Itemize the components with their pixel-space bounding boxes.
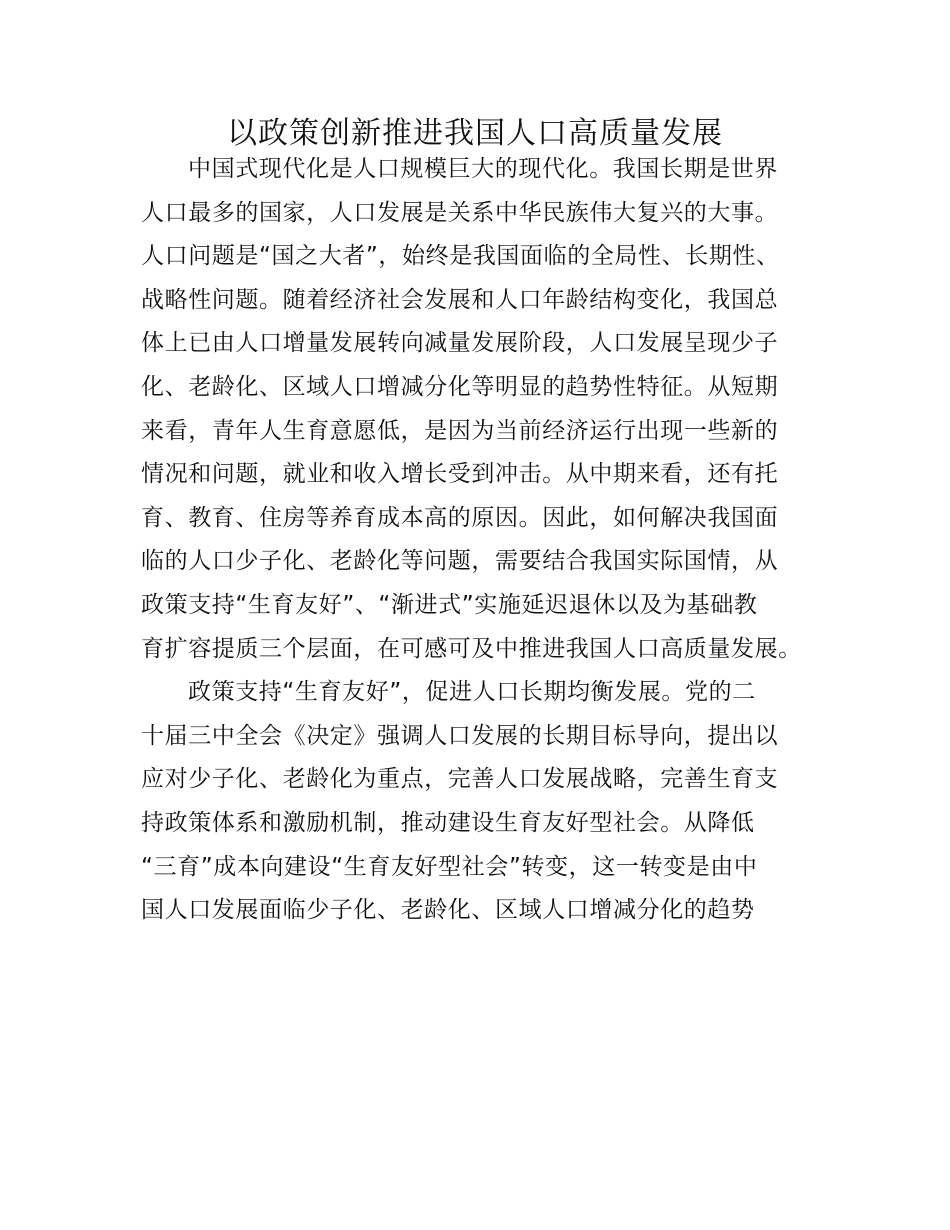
document-title: 以政策创新推进我国人口高质量发展	[227, 116, 723, 151]
paragraph-1	[141, 148, 831, 671]
paragraph-line: 十届三中全会《决定》强调人口发展的长期目标导向，提出以	[141, 722, 779, 749]
document-body	[141, 148, 831, 933]
paragraph-line: 育扩容提质三个层面，在可感可及中推进我国人口高质量发展。	[141, 635, 802, 662]
paragraph-line: 政策支持“生育友好”，促进人口长期均衡发展。党的二	[188, 679, 756, 706]
paragraph-line: 临的人口少子化、老龄化等问题，需要结合我国实际国情，从	[141, 548, 779, 575]
paragraph-line: 中国式现代化是人口规模巨大的现代化。我国长期是世界	[188, 156, 778, 182]
paragraph-line: 情况和问题，就业和收入增长受到冲击。从中期来看，还有托	[141, 461, 779, 488]
paragraph-line: 人口最多的国家，人口发展是关系中华民族伟大复兴的大事。	[141, 199, 779, 226]
paragraph-line: 体上已由人口增量发展转向减量发展阶段，人口发展呈现少子	[141, 330, 779, 357]
paragraph-line: 国人口发展面临少子化、老龄化、区域人口增减分化的趋势	[141, 897, 755, 924]
paragraph-line: 应对少子化、老龄化为重点，完善人口发展战略，完善生育支	[141, 766, 779, 793]
paragraph-line: 人口问题是“国之大者”，始终是我国面临的全局性、长期性、	[141, 243, 780, 270]
paragraph-line: 持政策体系和激励机制，推动建设生育友好型社会。从降低	[141, 809, 755, 836]
paragraph-line: 化、老龄化、区域人口增减分化等明显的趋势性特征。从短期	[141, 373, 779, 400]
paragraph-line: “三育”成本向建设“生育友好型社会”转变，这一转变是由中	[141, 853, 758, 880]
paragraph-line: 育、教育、住房等养育成本高的原因。因此，如何解决我国面	[141, 504, 779, 531]
paragraph-line: 战略性问题。随着经济社会发展和人口年龄结构变化，我国总	[141, 286, 779, 313]
paragraph-line: 来看，青年人生育意愿低，是因为当前经济运行出现一些新的	[141, 417, 779, 444]
paragraph-2	[141, 671, 831, 933]
paragraph-line: 政策支持“生育友好”、“渐进式”实施延迟退休以及为基础教	[141, 591, 758, 618]
